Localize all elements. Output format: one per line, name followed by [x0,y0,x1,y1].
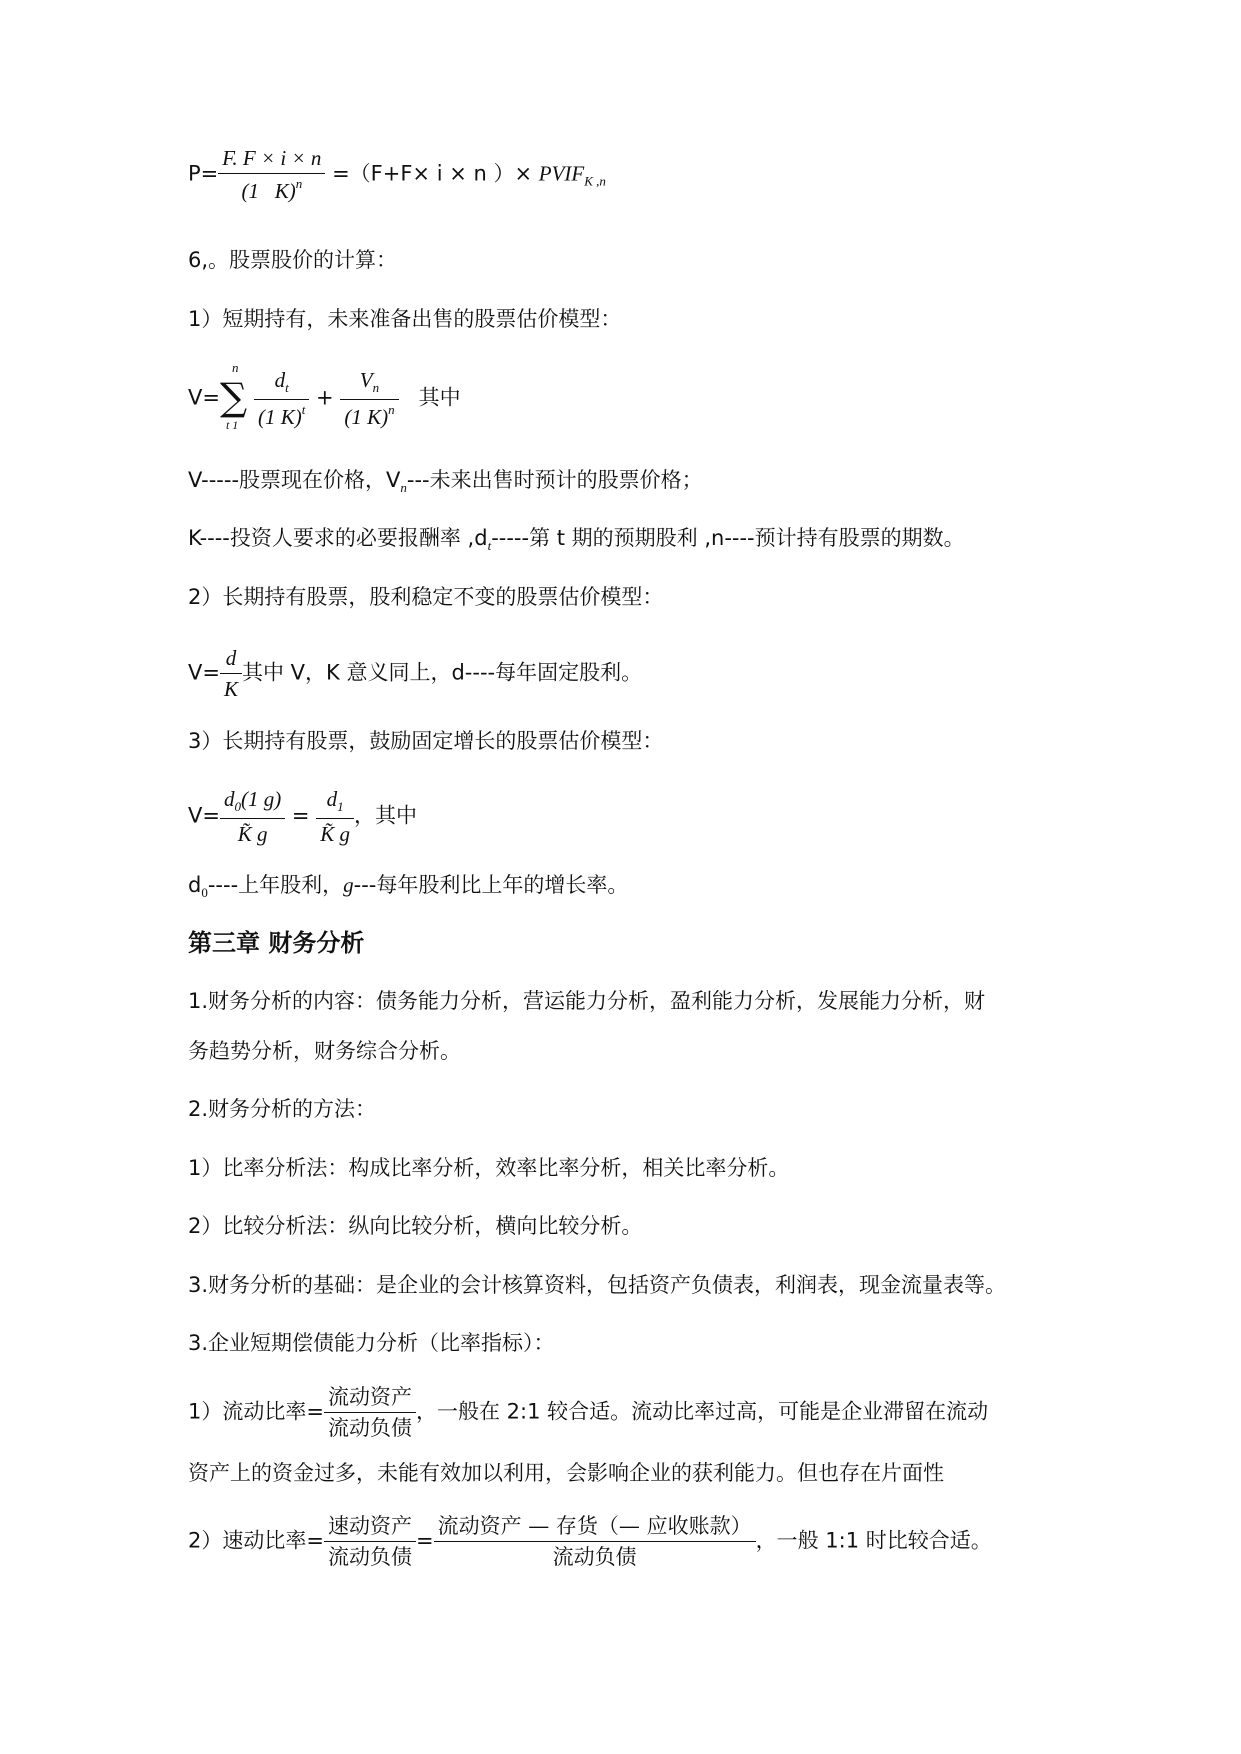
current-ratio-num: 流动资产 [324,1385,416,1413]
formula-p [188,146,606,203]
sigma-top: n [231,359,239,375]
f2-fraction [220,646,242,701]
chapter-title: 第三章 财务分析 [188,929,365,957]
quick-ratio-num1: 速动资产 [324,1514,416,1542]
f3-fraction2 [316,787,354,846]
f2-num: d [220,646,242,674]
quick-ratio [188,1514,992,1569]
f3-eq: = [291,803,310,828]
f1-term1 [254,368,309,429]
f3-den1: K̃ g [237,821,268,846]
f1-tail: 其中 [418,385,461,410]
sigma-bottom: t 1 [225,417,239,432]
sigma-symbol: n ∑ t 1 [219,359,248,432]
formula-p-lhs: P= [188,161,219,186]
quick-ratio-den2: 流动负债 [552,1545,637,1570]
current-ratio [188,1385,988,1440]
current-ratio-lhs: 1）流动比率= [188,1399,324,1424]
f2-den: K [223,677,238,702]
analysis-basis: 3.财务分析的基础：是企业的会计核算资料，包括资产负债表，利润表，现金流量表等。 [188,1273,1007,1297]
short-term-solvency: 3.企业短期偿债能力分析（比率指标）： [188,1331,555,1355]
formula-p-den-sup: n [295,176,303,192]
quick-ratio-eq: = [415,1528,434,1553]
quick-ratio-tail: ，一般 1:1 时比较合适。 [755,1528,992,1553]
definition-d0: $d_0----$上年股利，g---每年股利比上年的增长率。 [188,873,629,900]
quick-ratio-fraction2 [434,1514,756,1569]
stock-heading: 6,。股票股价的计算： [188,248,398,272]
long-fixed-model: 2）长期持有股票，股利稳定不变的股票估价模型： [188,585,664,609]
current-ratio-line2: 资产上的资金过多，未能有效加以利用，会影响企业的获利能力。但也存在片面性 [188,1461,944,1485]
formula-long-growth [188,787,417,846]
analysis-methods: 2.财务分析的方法： [188,1097,377,1121]
definition-k: K----投资人要求的必要报酬率 $,d_t-----$第 t 期的预期股利 ,n----预计持有股票的期数。 [188,526,965,553]
analysis-content-line1: 1.财务分析的内容：债务能力分析，营运能力分析，盈利能力分析，发展能力分析，财 [188,989,986,1013]
f1-term1-num: $d_t$ [254,368,309,400]
f1-term2-den: (1 K)$^n$ [344,401,395,429]
formula-p-den-b: K) [274,179,296,204]
current-ratio-den: 流动负债 [327,1416,412,1441]
f3-num2: $d_1$ [316,787,354,819]
f2-lhs: V= [188,660,220,685]
f1-term1-den: (1 K)$^t$ [257,401,306,429]
f3-tail: ，其中 [353,803,417,828]
current-ratio-fraction [324,1385,416,1440]
f1-term2 [340,368,398,429]
quick-ratio-num2: 流动资产 — 存货（— 应收账款） [434,1514,756,1542]
current-ratio-tail: ，一般在 2:1 较合适。流动比率过高，可能是企业滞留在流动 [415,1399,989,1424]
long-growth-model: 3）长期持有股票，鼓励固定增长的股票估价模型： [188,729,664,753]
f3-den2: K̃ g [320,821,350,846]
ratio-analysis: 1）比率分析法：构成比率分析，效率比率分析，相关比率分析。 [188,1156,790,1180]
f3-num1: $d_0(1$ g) [220,787,285,819]
quick-ratio-lhs: 2）速动比率= [188,1528,324,1553]
formula-p-denominator [218,174,325,203]
short-term-model: 1）短期持有，未来准备出售的股票估价模型： [188,307,622,331]
quick-ratio-den1: 流动负债 [327,1545,412,1570]
comparison-analysis: 2）比较分析法：纵向比较分析，横向比较分析。 [188,1214,643,1238]
formula-p-pvif: PVIF [538,161,585,186]
formula-short-term [188,359,461,432]
f1-term2-num: $V_n$ [340,368,398,400]
f1-plus: + [316,385,334,410]
formula-long-fixed [188,646,642,701]
f2-tail: 其中 V，K 意义同上，d----每年固定股利。 [241,660,643,685]
formula-p-pvif-sub: K ,n [584,173,606,189]
definition-v: V-----股票现在价格，$V_n---$未来出售时预计的股票价格； [188,468,703,495]
analysis-content-line2: 务趋势分析，财务综合分析。 [188,1039,461,1063]
quick-ratio-fraction1 [324,1514,416,1569]
formula-p-den-a: (1 [241,179,259,204]
f3-lhs: V= [188,803,220,828]
f1-lhs: V= [188,385,220,410]
formula-p-numerator: F. F × i × n [218,146,325,174]
formula-p-fraction [218,146,325,203]
f3-fraction1 [220,787,285,846]
formula-p-mid: =（F+F× i × n ）× [332,161,533,186]
